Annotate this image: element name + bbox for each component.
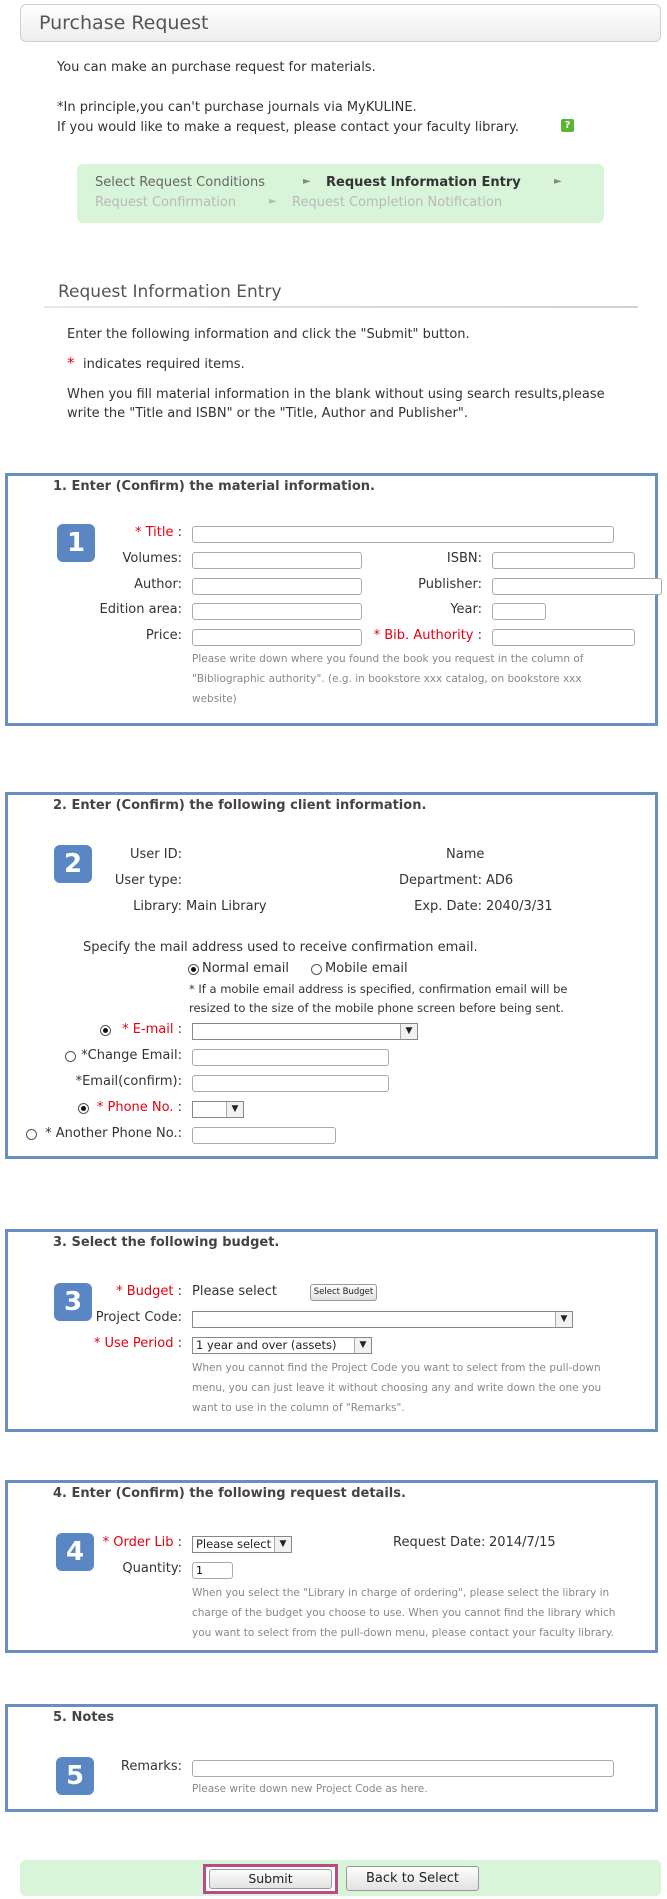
remarks-note: Please write down new Project Code as here. — [192, 1783, 428, 1795]
chevron-down-icon: ▼ — [274, 1537, 291, 1552]
heading-divider — [44, 306, 638, 308]
project-code-label: Project Code: — [95, 1310, 182, 1325]
title-label: * Title : — [134, 525, 182, 540]
change-email-input[interactable] — [192, 1049, 389, 1066]
entry-heading: Request Information Entry — [58, 282, 282, 302]
exp-date-label: Exp. Date: — [414, 899, 482, 914]
step-select-conditions: Select Request Conditions — [95, 175, 265, 190]
intro-line-3: If you would like to make a request, please contact your faculty library. — [57, 120, 520, 135]
step-number-2-icon: 2 — [54, 845, 92, 883]
step-number-3-icon: 3 — [54, 1283, 92, 1321]
select-budget-button[interactable]: Select Budget — [310, 1284, 377, 1301]
edition-area-label: Edition area: — [99, 602, 182, 617]
intro-line-2: *In principle,you can't purchase journals via MyKULINE. — [57, 100, 417, 115]
section-budget — [5, 1229, 658, 1432]
section-request-details — [5, 1480, 658, 1653]
required-note: indicates required items. — [83, 357, 245, 372]
chevron-down-icon: ▼ — [354, 1338, 371, 1353]
department-label: Department: — [398, 873, 482, 888]
order-lib-select[interactable]: Please select ▼ — [192, 1536, 292, 1553]
normal-email-radio[interactable] — [188, 964, 199, 975]
step-arrow-icon: ► — [303, 176, 311, 187]
volumes-label: Volumes: — [122, 551, 182, 566]
another-phone-radio[interactable] — [26, 1129, 37, 1140]
email-select[interactable] — [192, 1023, 418, 1040]
project-code-select[interactable] — [192, 1311, 573, 1328]
name-label: Name — [446, 847, 485, 862]
section-5-title: 5. Notes — [53, 1710, 115, 1725]
exp-date-value: 2040/3/31 — [486, 899, 553, 914]
section-client-info — [5, 792, 658, 1159]
bib-authority-label: * Bib. Authority : — [373, 628, 482, 643]
order-lib-note: When you select the "Library in charge of ordering", please select the library in charge of the budget you choose to use. When you cannot find the library which you want to select from the pull-down menu, please contact your faculty library. — [192, 1587, 616, 1639]
chevron-down-icon: ▼ — [400, 1024, 417, 1039]
year-input[interactable] — [492, 603, 546, 620]
order-lib-label: * Order Lib : — [102, 1535, 182, 1550]
section-2-title: 2. Enter (Confirm) the following client information. — [53, 798, 427, 813]
department-value: AD6 — [486, 873, 514, 888]
remarks-label: Remarks: — [120, 1759, 182, 1774]
page-title: Purchase Request — [39, 12, 209, 34]
mobile-warning-1: * If a mobile email address is specified, confirmation email will be — [189, 982, 568, 996]
bib-authority-note: Please write down where you found the book you request in the column of "Bibliographic authority". (e.g. in bookstore xxx catalog, on bookstore xxx website) — [192, 653, 584, 705]
quantity-input[interactable] — [192, 1562, 233, 1579]
email-radio[interactable] — [100, 1025, 111, 1036]
normal-email-label: Normal email — [202, 961, 290, 976]
back-to-select-button[interactable]: Back to Select — [346, 1866, 479, 1891]
use-period-label: * Use Period : — [93, 1336, 182, 1351]
section-notes — [5, 1704, 658, 1812]
change-email-label: *Change Email: — [81, 1048, 182, 1063]
step-information-entry: Request Information Entry — [326, 175, 521, 190]
section-1-title: 1. Enter (Confirm) the material information. — [53, 479, 375, 494]
quantity-label: Quantity: — [122, 1561, 182, 1576]
mail-instruction: Specify the mail address used to receive confirmation email. — [83, 940, 478, 955]
step-progress — [77, 164, 604, 223]
step-number-1-icon: 1 — [57, 524, 95, 562]
price-label: Price: — [145, 628, 182, 643]
isbn-label: ISBN: — [446, 551, 482, 566]
project-code-note: When you cannot find the Project Code you want to select from the pull-down menu, you can just leave it without choosing any and write down the one you want to use in the column of "Remarks". — [192, 1362, 602, 1414]
step-arrow-icon: ► — [554, 176, 562, 187]
footer-bar — [20, 1860, 661, 1896]
phone-select[interactable] — [192, 1101, 244, 1118]
email-confirm-label: *Email(confirm): — [75, 1074, 182, 1089]
year-label: Year: — [450, 602, 482, 617]
step-arrow-icon: ► — [269, 196, 277, 207]
edition-area-input[interactable] — [192, 603, 362, 620]
author-input[interactable] — [192, 578, 362, 595]
user-id-label: User ID: — [130, 847, 182, 862]
user-type-label: User type: — [114, 873, 182, 888]
request-date-value: 2014/7/15 — [489, 1535, 556, 1550]
email-label: * E-mail : — [122, 1022, 182, 1037]
remarks-input[interactable] — [192, 1760, 614, 1777]
page-header — [20, 4, 661, 42]
budget-value: Please select — [192, 1284, 277, 1299]
library-value: Main Library — [186, 899, 267, 914]
required-asterisk: * — [67, 354, 75, 372]
step-completion-notification: Request Completion Notification — [292, 195, 503, 210]
submit-button-frame — [203, 1864, 338, 1894]
publisher-label: Publisher: — [418, 577, 482, 592]
use-period-select[interactable]: 1 year and over (assets) ▼ — [192, 1337, 372, 1354]
bib-authority-input[interactable] — [492, 629, 635, 646]
publisher-input[interactable] — [492, 578, 662, 595]
phone-radio[interactable] — [78, 1103, 89, 1114]
help-icon[interactable]: ? — [561, 119, 574, 132]
entry-instruction-2a: When you fill material information in the blank without using search results,please — [67, 387, 605, 402]
another-phone-input[interactable] — [192, 1127, 336, 1144]
library-label: Library: — [133, 899, 182, 914]
chevron-down-icon: ▼ — [226, 1102, 243, 1117]
budget-label: * Budget : — [116, 1284, 182, 1299]
another-phone-label: * Another Phone No.: — [45, 1126, 182, 1141]
change-email-radio[interactable] — [65, 1051, 76, 1062]
isbn-input[interactable] — [492, 552, 635, 569]
entry-instruction: Enter the following information and click the "Submit" button. — [67, 327, 470, 342]
step-number-4-icon: 4 — [56, 1533, 94, 1571]
section-3-title: 3. Select the following budget. — [53, 1235, 280, 1250]
phone-label: * Phone No. : — [96, 1100, 182, 1115]
chevron-down-icon: ▼ — [555, 1312, 572, 1327]
mobile-email-label: Mobile email — [325, 961, 408, 976]
intro-line-1: You can make an purchase request for materials. — [57, 60, 376, 75]
step-number-5-icon: 5 — [56, 1757, 94, 1795]
section-4-title: 4. Enter (Confirm) the following request details. — [53, 1486, 406, 1501]
mobile-warning-2: resized to the size of the mobile phone screen before being sent. — [189, 1001, 564, 1015]
mobile-email-radio[interactable] — [311, 964, 322, 975]
step-confirmation: Request Confirmation — [95, 195, 237, 210]
request-date-label: Request Date: — [393, 1535, 486, 1550]
author-label: Author: — [134, 577, 182, 592]
section-material-info — [5, 473, 658, 726]
volumes-input[interactable] — [192, 552, 362, 569]
submit-button[interactable]: Submit — [209, 1869, 332, 1889]
entry-instruction-2b: write the "Title and ISBN" or the "Title, Author and Publisher". — [67, 406, 468, 421]
title-input[interactable] — [192, 526, 614, 543]
price-input[interactable] — [192, 629, 362, 646]
email-confirm-input[interactable] — [192, 1075, 389, 1092]
